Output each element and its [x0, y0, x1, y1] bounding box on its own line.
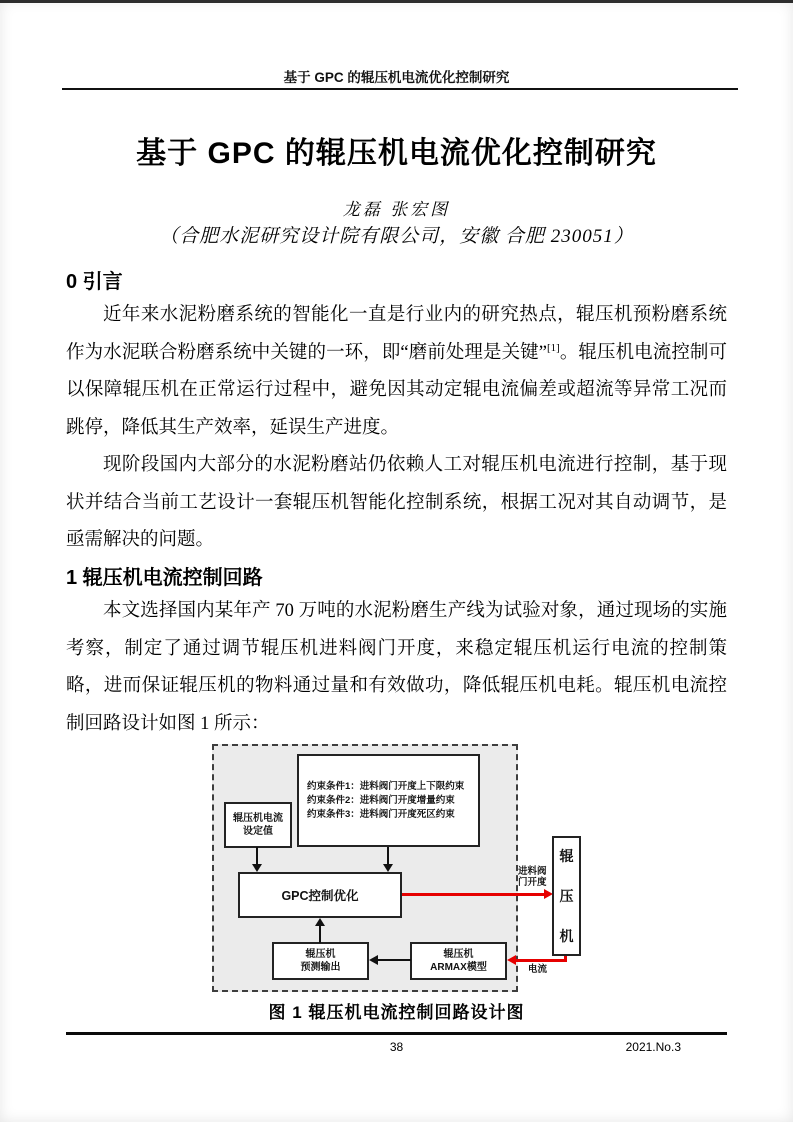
constraint-1: 约束条件1：进料阀门开度上下限约束	[307, 780, 465, 792]
setpoint-block	[224, 802, 292, 848]
arrow-setpoint-to-gpc-line	[256, 847, 258, 865]
constraint-2: 约束条件2：进料阀门开度增量约束	[307, 794, 455, 806]
affiliation: （合肥水泥研究设计院有限公司，安徽 合肥 230051）	[159, 226, 634, 247]
arrow-setpoint-to-gpc-head	[252, 864, 262, 872]
armax-line2: ARMAX模型	[430, 962, 487, 973]
arrow-constraints-to-gpc-line	[387, 847, 389, 865]
authors: 龙磊 张宏图	[342, 200, 451, 219]
arrow-pred-to-gpc-head	[315, 918, 325, 926]
paragraph-text: 近年来水泥粉磨系统的智能化一直是行业内的研究热点，辊压机预粉磨系统作为水泥联合粉磨系统中关键的一环，即“磨前处理是关键”	[66, 305, 727, 363]
prediction-output-block	[272, 942, 369, 980]
paper-title: 基于 GPC 的辊压机电流优化控制研究	[136, 137, 657, 170]
setpoint-line2: 设定值	[243, 826, 273, 837]
arrow-armax-to-pred-line	[377, 959, 411, 961]
paragraph-intro-1	[66, 297, 727, 447]
section-heading-0: 0 引言	[66, 271, 123, 293]
roller-char1: 辊	[559, 848, 574, 864]
paragraph-text: 。辊压机电流控制可以保障辊压机在正常运行过程中，避免因其动定辊电流偏差或超流等异常工况而跳停，降低其生产效率，延误生产进度。	[66, 342, 727, 438]
arrow-current-horizontal-line	[516, 959, 567, 962]
pred-line1: 辊压机	[305, 949, 336, 960]
constraint-3: 约束条件3：进料阀门开度死区约束	[307, 808, 455, 820]
section-heading-1: 1 辊压机电流控制回路	[66, 567, 263, 589]
constraints-block	[297, 754, 480, 847]
citation-1: [1]	[546, 341, 560, 354]
valve-opening-label	[518, 866, 552, 888]
arrow-current-head	[507, 955, 516, 965]
header-rule	[62, 88, 738, 90]
footer-rule	[66, 1032, 727, 1035]
arrow-gpc-to-roller-line	[402, 893, 545, 896]
paragraph-section1: 本文选择国内某年产 70 万吨的水泥粉磨生产线为试验对象，通过现场的实施考察，制定了通过调节辊压机进料阀门开度，来稳定辊压机运行电流的控制策略，进而保证辊压机的物料通过量和有效做功，降低辊压机电耗。辊压机电流控制回路设计如图 1 所示：	[66, 601, 727, 734]
arrow-armax-to-pred-head	[369, 955, 378, 965]
issue-label: 2021.No.3	[625, 1040, 681, 1054]
roller-char2: 压	[559, 888, 574, 904]
scan-edge-line	[0, 0, 793, 3]
roller-press-block	[552, 836, 581, 956]
armax-model-block	[410, 942, 507, 980]
figure-caption: 图 1 辊压机电流控制回路设计图	[268, 1003, 525, 1022]
running-header: 基于 GPC 的辊压机电流优化控制研究	[283, 70, 510, 85]
page-number: 38	[389, 1040, 404, 1054]
setpoint-line1: 辊压机电流	[233, 813, 283, 824]
valve-label-line2: 门开度	[518, 877, 547, 888]
valve-label-line1: 进料阀	[518, 866, 547, 877]
roller-char3: 机	[559, 928, 574, 944]
paragraph-intro-2: 现阶段国内大部分的水泥粉磨站仍依赖人工对辊压机电流进行控制，基于现状并结合当前工艺设计一套辊压机智能化控制系统，根据工况对其自动调节，是亟需解决的问题。	[66, 455, 727, 550]
pred-line2: 预测输出	[300, 962, 341, 973]
arrow-constraints-to-gpc-head	[383, 864, 393, 872]
arrow-pred-to-gpc-line	[319, 925, 321, 943]
gpc-block: GPC控制优化	[238, 872, 402, 918]
current-label: 电流	[528, 964, 548, 975]
armax-line1: 辊压机	[443, 949, 474, 960]
